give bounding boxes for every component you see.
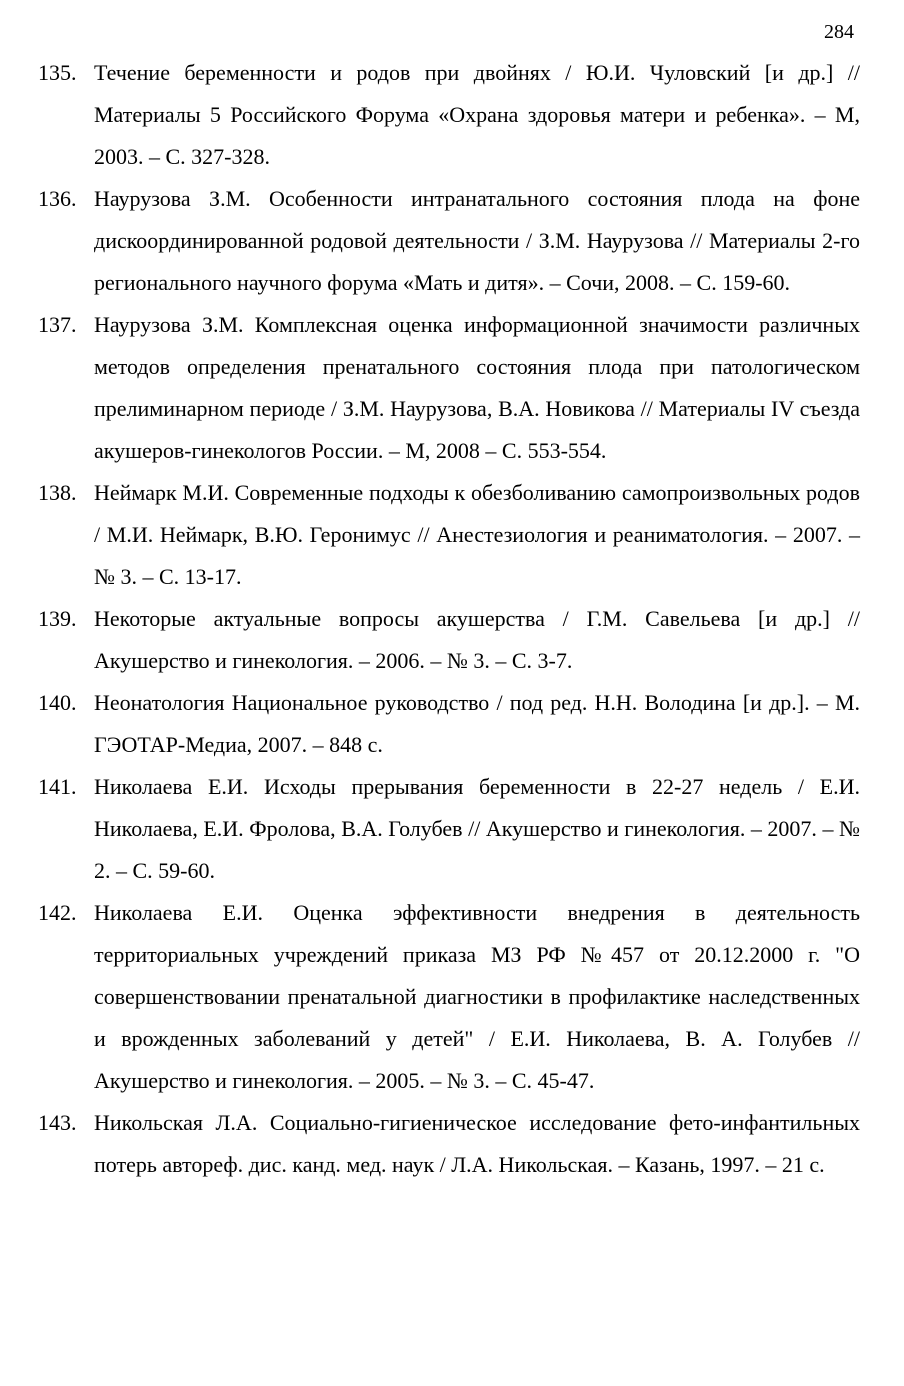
reference-text: Неймарк М.И. Современные подходы к обезболиванию самопроизвольных родов / М.И. Неймарк, В.Ю. Геронимус // Анестезиология и реаниматология. – 2007. – № 3. – С. 13-17. — [94, 480, 860, 589]
reference-number: 135. — [38, 60, 77, 85]
reference-number: 136. — [38, 186, 77, 211]
reference-text: Николаева Е.И. Исходы прерывания беременности в 22-27 недель / Е.И. Николаева, Е.И. Фролова, В.А. Голубев // Акушерство и гинекология. – 2007. – № 2. – С. 59-60. — [94, 774, 860, 883]
reference-number: 140. — [38, 690, 77, 715]
reference-number: 137. — [38, 312, 77, 337]
reference-text: Николаева Е.И. Оценка эффективности внедрения в деятельность территориальных учреждений приказа МЗ РФ №457 от 20.12.2000 г. "О совершенствовании пренатальной диагностики в профилактике наследственных и врожденных заболеваний у детей" / Е.И. Николаева, В. А. Голубев // Акушерство и гинекология. – 2005. – № 3. – С. 45-47. — [94, 900, 860, 1093]
reference-number: 142. — [38, 900, 77, 925]
reference-item — [38, 178, 860, 304]
reference-number: 139. — [38, 606, 77, 631]
reference-list — [38, 52, 860, 1186]
reference-number: 143. — [38, 1110, 77, 1135]
reference-item — [38, 682, 860, 766]
reference-text: Течение беременности и родов при двойнях / Ю.И. Чуловский [и др.] // Материалы 5 Российского Форума «Охрана здоровья матери и ребенка». – М, 2003. – С. 327-328. — [94, 60, 860, 169]
page-number: 284 — [824, 21, 854, 43]
reference-text: Некоторые актуальные вопросы акушерства / Г.М. Савельева [и др.] // Акушерство и гинекология. – 2006. – № 3. – С. 3-7. — [94, 606, 860, 673]
reference-item — [38, 52, 860, 178]
reference-item — [38, 892, 860, 1102]
reference-number: 138. — [38, 480, 77, 505]
reference-item — [38, 766, 860, 892]
reference-text: Наурузова З.М. Особенности интранатального состояния плода на фоне дискоординированной родовой деятельности / З.М. Наурузова // Материалы 2-го регионального научного форума «Мать и дитя». – Сочи, 2008. – С. 159-60. — [94, 186, 860, 295]
reference-item — [38, 598, 860, 682]
reference-text: Никольская Л.А. Социально-гигиеническое исследование фето-инфантильных потерь автореф. дис. канд. мед. наук / Л.А. Никольская. – Казань, 1997. – 21 с. — [94, 1110, 860, 1177]
reference-item — [38, 472, 860, 598]
reference-text: Неонатология Национальное руководство / под ред. Н.Н. Володина [и др.]. – М. ГЭОТАР-Медиа, 2007. – 848 с. — [94, 690, 860, 757]
reference-number: 141. — [38, 774, 77, 799]
reference-item — [38, 304, 860, 472]
reference-text: Наурузова З.М. Комплексная оценка информационной значимости различных методов определения пренатального состояния плода при патологическом прелиминарном периоде / З.М. Наурузова, В.А. Новикова // Материалы IV съезда акушеров-гинекологов России. – М, 2008 – С. 553-554. — [94, 312, 860, 463]
reference-item — [38, 1102, 860, 1186]
